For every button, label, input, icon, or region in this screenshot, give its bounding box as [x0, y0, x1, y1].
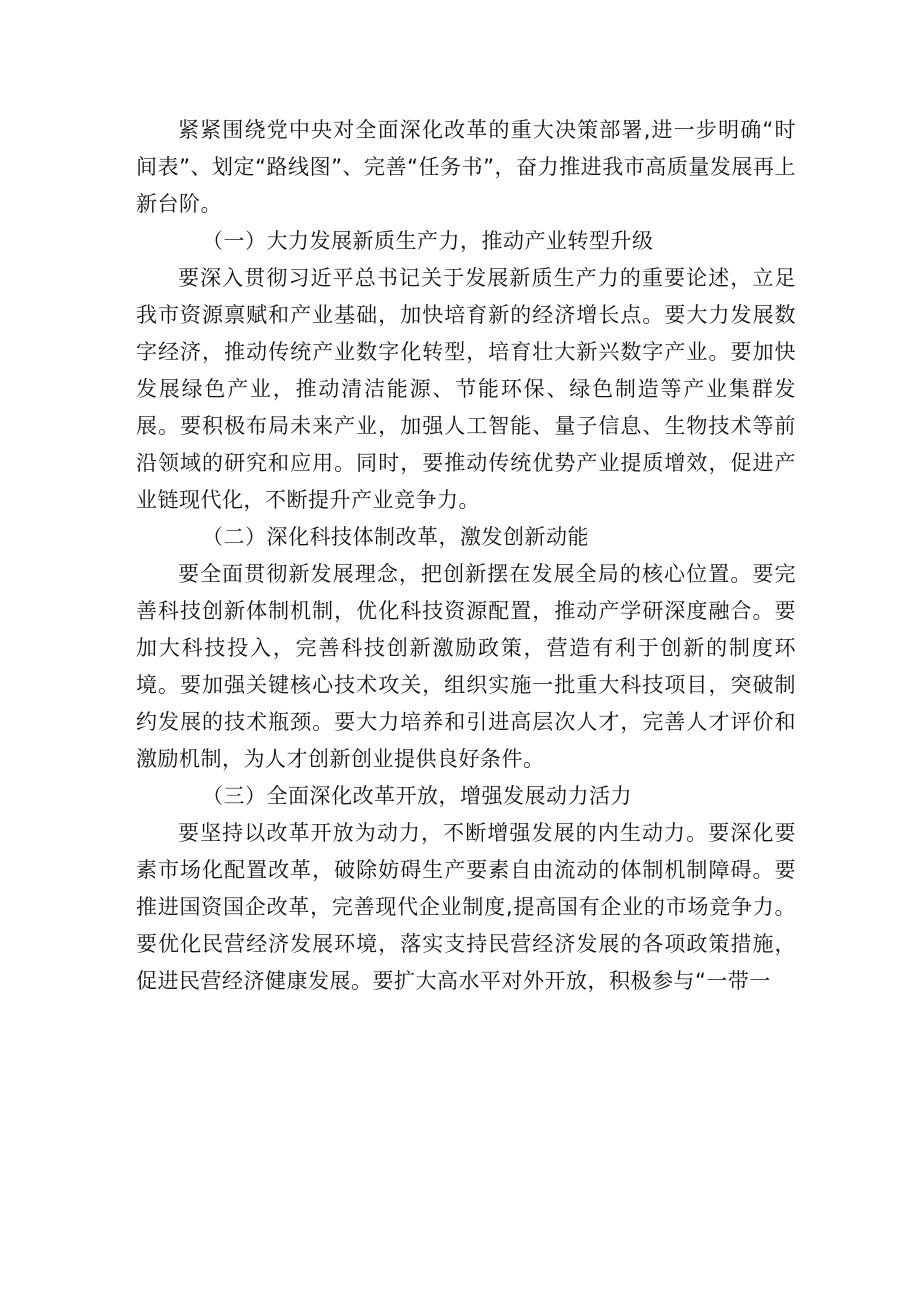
intro-paragraph: 紧紧围绕党中央对全面深化改革的重大决策部署,进一步明确“时间表”、划定“路线图”、完善“任务书”，奋力推进我市高质量发展再上新台阶。: [136, 118, 796, 216]
section-paragraph-2: 要全面贯彻新发展理念，把创新摆在发展全局的核心位置。要完善科技创新体制机制，优化科技资源配置，推动产学研深度融合。要加大科技投入，完善科技创新激励政策，营造有利于创新的制度环境。要加强关键核心技术攻关，组织实施一批重大科技项目，突破制约发展的技术瓶颈。要大力培养和引进高层次人才，完善人才评价和激励机制，为人才创新创业提供良好条件。: [136, 562, 796, 771]
section-heading-3: （三）全面深化改革开放，增强发展动力活力: [202, 784, 632, 808]
section-paragraph-1: 要深入贯彻习近平总书记关于发展新质生产力的重要论述，立足我市资源禀赋和产业基础，加快培育新的经济增长点。要大力发展数字经济，推动传统产业数字化转型，培育壮大新兴数字产业。要加快发展绿色产业，推动清洁能源、节能环保、绿色制造等产业集群发展。要积极布局未来产业，加强人工智能、量子信息、生物技术等前沿领域的研究和应用。同时，要推动传统优势产业提质增效，促进产业链现代化，不断提升产业竞争力。: [136, 266, 796, 512]
section-paragraph-3: 要坚持以改革开放为动力，不断增强发展的内生动力。要深化要素市场化配置改革，破除妨碍生产要素自由流动的体制机制障碍。要推进国资国企改革，完善现代企业制度,提高国有企业的市场竞争力。要优化民营经济发展环境，落实支持民营经济发展的各项政策措施，促进民营经济健康发展。要扩大高水平对外开放，积极参与“一带一: [136, 821, 796, 993]
section-heading-1: （一）大力发展新质生产力，推动产业转型升级: [202, 229, 654, 253]
section-heading-2: （二）深化科技体制改革，激发创新动能: [202, 525, 589, 549]
document-body: [136, 112, 796, 1000]
